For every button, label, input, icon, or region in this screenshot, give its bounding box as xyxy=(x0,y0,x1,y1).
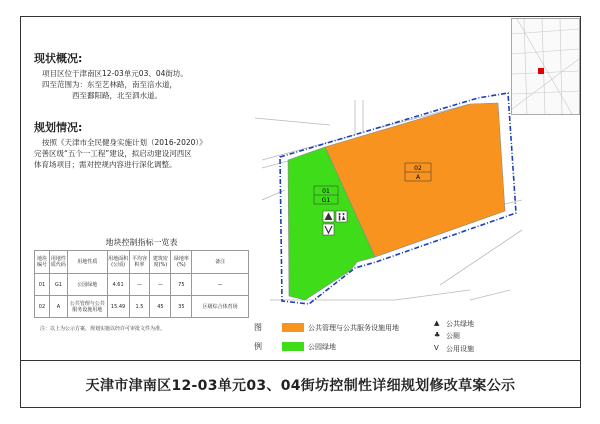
public-service-swatch xyxy=(282,323,304,332)
status-line-1: 项目区位于津南区12-03单元03、04街坊。 xyxy=(42,69,188,78)
toilet-icon xyxy=(336,211,347,222)
sheet-title: 天津市津南区12-03单元03、04街坊控制性详细规划修改草案公示 xyxy=(85,378,516,394)
table-cell: — xyxy=(150,274,171,296)
legend-toilet-icon: ♣ xyxy=(434,331,441,339)
legend-icon-utility: 公用设施 xyxy=(446,345,474,353)
parcel-02-class: A xyxy=(415,174,421,181)
table-header: 用地面积(公顷) xyxy=(107,251,129,274)
table-header: 平均容积率 xyxy=(129,251,150,274)
location-inset-map xyxy=(511,18,580,115)
table-cell: G1 xyxy=(49,274,67,296)
table-title: 地块控制指标一览表 xyxy=(105,238,178,247)
parcel-01-code: 01 xyxy=(322,188,330,195)
park-facility-icon xyxy=(323,211,334,222)
table-cell: 公园绿地 xyxy=(67,274,107,296)
status-line-2: 四至范围为：东至艺林路，南至涪水道， xyxy=(42,80,177,89)
table-header: 备注 xyxy=(192,251,249,274)
legend-label-top: 图 xyxy=(254,323,262,332)
table-header-row xyxy=(35,251,249,274)
table-cell: 公共管理与公共服务设施用地 xyxy=(67,296,107,318)
status-heading: 现状概况: xyxy=(34,52,83,65)
table-header: 建筑密度(%) xyxy=(150,251,171,274)
park-swatch xyxy=(282,342,304,351)
table-row xyxy=(35,274,249,296)
table-cell: — xyxy=(192,274,249,296)
table-cell: 45 xyxy=(150,296,171,318)
legend-park: 公园绿地 xyxy=(308,343,336,351)
planning-line-2: 完善区级“五个一工程”建设，拟启动建设河西区 xyxy=(34,149,192,158)
table-cell: 1.5 xyxy=(129,296,150,318)
table-cell: 35 xyxy=(171,296,192,318)
table-header: 用地性质代码 xyxy=(49,251,67,274)
map-legend xyxy=(248,316,581,358)
control-index-table xyxy=(34,250,249,318)
table-cell: 4.61 xyxy=(107,274,129,296)
status-line-3: 西至鄱阳路，北至泗水道。 xyxy=(72,91,162,100)
table-cell: 02 xyxy=(35,296,50,318)
title-bar xyxy=(20,360,581,408)
table-cell: — xyxy=(129,274,150,296)
table-cell: 75 xyxy=(171,274,192,296)
text-panel xyxy=(34,50,249,170)
table-header: 地块编号 xyxy=(35,251,50,274)
table-header: 绿地率(%) xyxy=(171,251,192,274)
legend-icon-park: 公共绿地 xyxy=(446,320,474,328)
table-cell: A xyxy=(49,296,67,318)
legend-utility-icon: V xyxy=(434,344,439,352)
table-cell: 01 xyxy=(35,274,50,296)
site-location-marker xyxy=(538,68,544,74)
planning-line-1: 按照《天津市全民健身实施计划（2016-2020）》 xyxy=(42,138,207,147)
parcel-01-class: G1 xyxy=(321,197,331,204)
legend-public-service: 公共管理与公共服务设施用地 xyxy=(308,324,399,332)
legend-icon-toilet: 公厕 xyxy=(446,332,460,340)
table-cell: 15.49 xyxy=(107,296,129,318)
table-cell: 区级综合体育场 xyxy=(192,296,249,318)
planning-heading: 规划情况: xyxy=(34,121,83,134)
table-header: 用地性质 xyxy=(67,251,107,274)
table-note: 注：以上为公示方案，规划实施以经许可审批文件为准。 xyxy=(40,326,166,332)
legend-label-bottom: 例 xyxy=(254,342,262,351)
legend-park-icon: ▲ xyxy=(434,319,440,327)
utility-icon xyxy=(323,224,334,235)
parcel-02-code: 02 xyxy=(414,165,422,172)
table-row xyxy=(35,296,249,318)
planning-line-3: 体育场项目；需对控规内容进行深化调整。 xyxy=(34,160,177,169)
